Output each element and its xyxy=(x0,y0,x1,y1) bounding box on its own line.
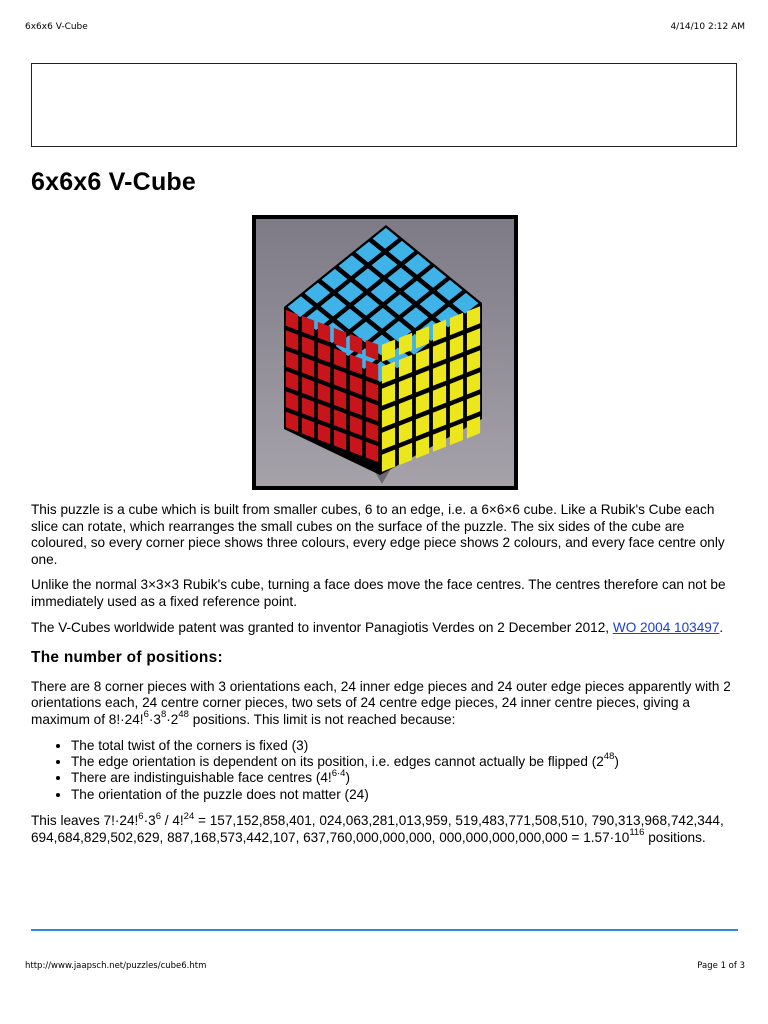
list-item-text: The total twist of the corners is fixed (3) xyxy=(71,737,309,753)
unlike-paragraph: Unlike the normal 3×3×3 Rubik's cube, turning a face does move the face centres. The centres therefore can not be immediately used as a fixed reference point. xyxy=(31,577,726,609)
constraints-list xyxy=(31,738,739,804)
positions-mid-text: ·2 xyxy=(166,711,179,727)
sup-exponent: 48 xyxy=(178,709,189,721)
sup-exponent: 6 xyxy=(138,810,144,822)
list-item xyxy=(71,738,739,754)
positions-mid-text: ·3 xyxy=(148,711,161,727)
list-item-text: The edge orientation is dependent on its position, i.e. edges cannot actually be flipped (2 xyxy=(71,753,604,769)
ad-placeholder-box xyxy=(31,63,737,147)
positions-intro-end: positions. This limit is not reached because: xyxy=(188,711,456,727)
leaves-text: positions. xyxy=(644,829,706,845)
leaves-text: ·3 xyxy=(143,813,156,829)
sup-exponent: 6·4 xyxy=(331,767,346,779)
list-item xyxy=(71,787,739,803)
cube-illustration xyxy=(256,219,514,486)
print-footer xyxy=(25,961,745,975)
patent-link[interactable]: WO 2004 103497 xyxy=(612,619,720,635)
list-item-end: ) xyxy=(614,753,619,769)
cube-photo xyxy=(252,215,518,490)
sup-exponent: 8 xyxy=(160,709,167,721)
list-item-end: ) xyxy=(345,770,350,786)
list-item xyxy=(71,751,739,770)
sup-exponent: 48 xyxy=(603,751,615,763)
sup-exponent: 6 xyxy=(155,810,161,822)
positions-heading: The number of positions: xyxy=(31,649,223,667)
sup-exponent: 6 xyxy=(143,709,149,721)
positions-paragraph xyxy=(31,679,739,729)
print-header xyxy=(25,22,745,36)
patent-paragraph xyxy=(31,620,739,637)
sup-exponent: 116 xyxy=(629,827,645,839)
page-title: 6x6x6 V-Cube xyxy=(31,168,196,196)
footer-divider xyxy=(31,929,738,931)
print-footer-url: http://www.jaapsch.net/puzzles/cube6.htm xyxy=(25,961,207,971)
list-item-text: The orientation of the puzzle does not matter (24) xyxy=(71,786,369,802)
leaves-text: This leaves 7!·24! xyxy=(31,813,139,829)
list-item xyxy=(71,767,739,786)
list-item-text: There are indistinguishable face centres (4! xyxy=(71,770,332,786)
intro-paragraph: This puzzle is a cube which is built from smaller cubes, 6 to an edge, i.e. a 6×6×6 cube. Like a Rubik's Cube each slice can rotate, which rearranges the small cubes on the surface of the puzzle. The six sides of the cube are coloured, so every corner piece shows three colours, every edge piece shows 2 colours, and every face centre only one. xyxy=(31,502,725,567)
leaves-paragraph xyxy=(31,810,739,846)
print-header-title: 6x6x6 V-Cube xyxy=(25,22,88,32)
article-content xyxy=(31,502,739,855)
leaves-text: = 157,152,858,401, 024,063,281,013,959, 519,483,771,508,510, 790,313,968,742,344, 694,684,829,502,629, 887,168,573,442,107, 637,760,000,000,000, 000,000,000,000,000 = 1.57·10 xyxy=(31,813,724,845)
positions-intro-text: There are 8 corner pieces with 3 orientations each, 24 inner edge pieces and 24 outer edge pieces apparently with 2 orientations each, 24 centre corner pieces, two sets of 24 centre edge pieces, 24 inner centre pieces, giving a maximum of 8!·24! xyxy=(31,678,731,727)
patent-end: . xyxy=(719,619,724,635)
leaves-text: / 4! xyxy=(160,813,184,829)
print-footer-page: Page 1 of 3 xyxy=(697,961,745,971)
patent-text: The V-Cubes worldwide patent was granted to inventor Panagiotis Verdes on 2 December 2012, xyxy=(31,619,613,635)
print-header-datetime: 4/14/10 2:12 AM xyxy=(670,22,745,32)
sup-exponent: 24 xyxy=(183,810,195,822)
